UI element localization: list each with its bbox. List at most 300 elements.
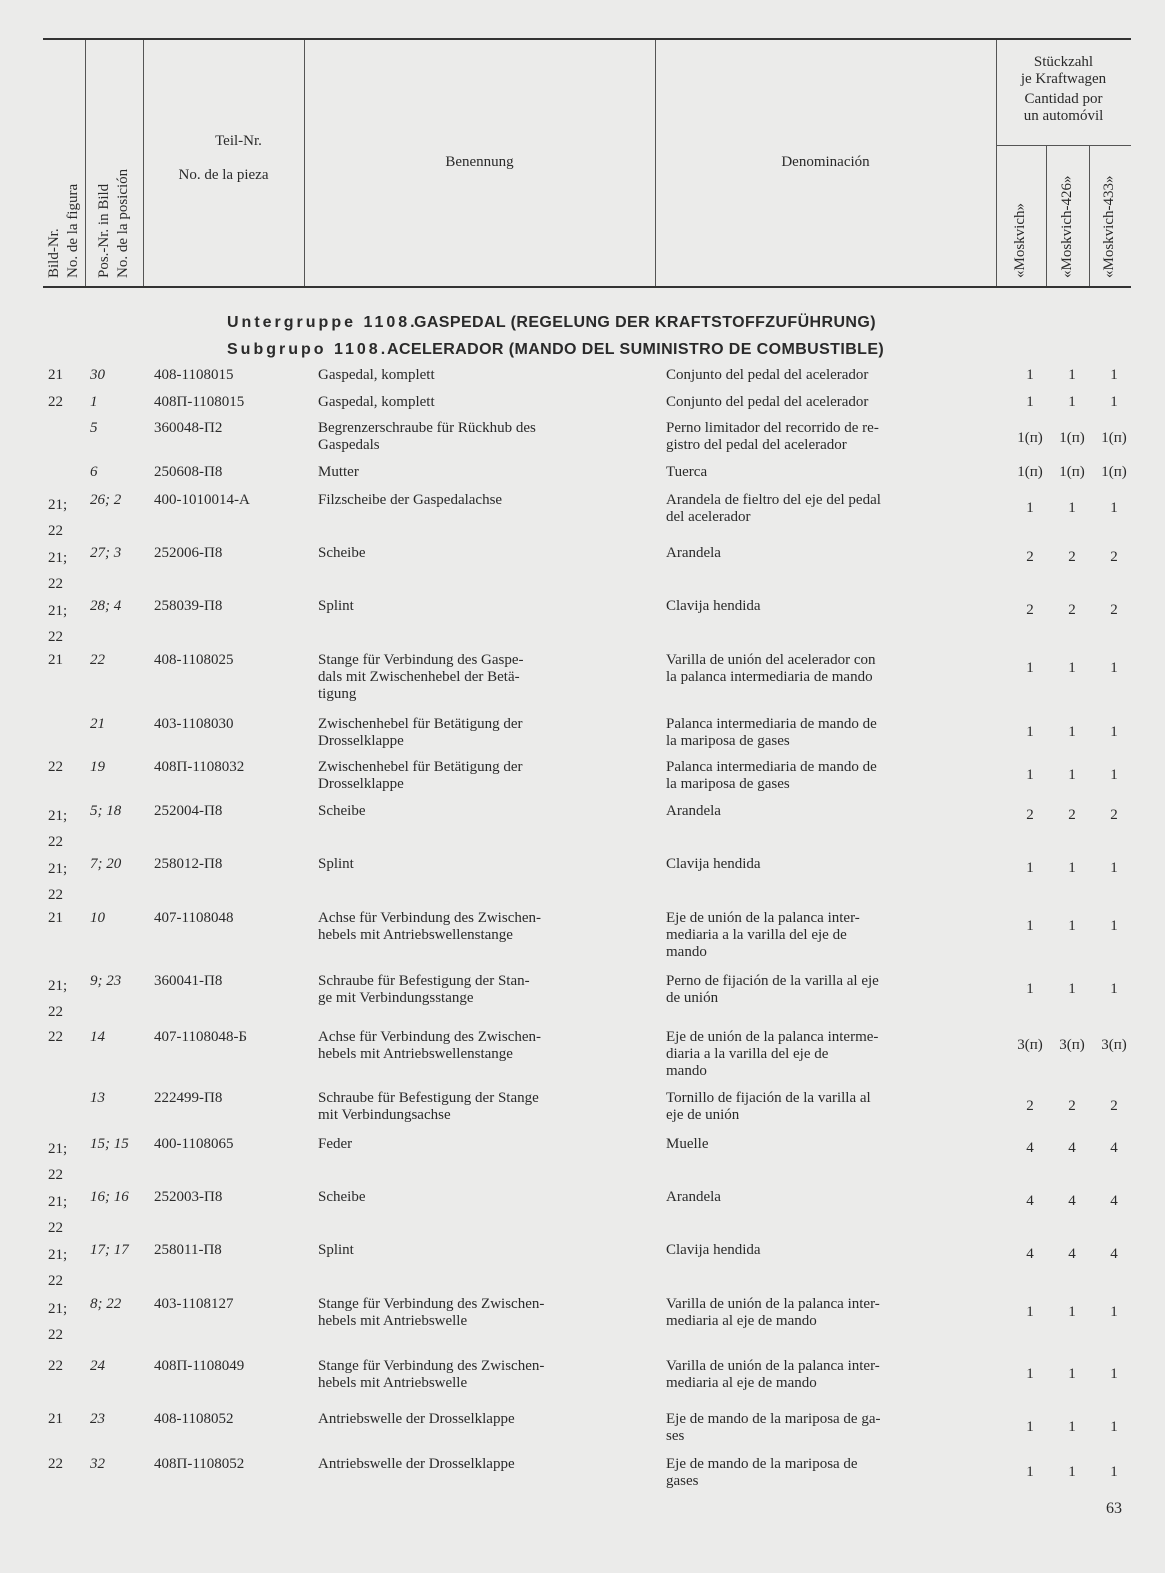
name-es-line: mediaria al eje de mando (666, 1375, 817, 1391)
part-number: 407-1108048-Б (154, 1029, 248, 1045)
name-de-line: Gaspedal, komplett (318, 367, 435, 383)
quantity-model-3: 4 (1110, 1140, 1118, 1156)
name-es-line: Arandela (666, 545, 721, 561)
name-de-line: mit Verbindungsachse (318, 1107, 451, 1123)
part-number: 400-1010014-A (154, 492, 250, 508)
figure-number-line: 21; (48, 978, 68, 994)
position-number: 28; 4 (90, 598, 122, 614)
name-es (666, 716, 976, 750)
name-es (666, 1090, 976, 1124)
figure-number (48, 1136, 92, 1188)
name-es-line: mediaria al eje de mando (666, 1313, 817, 1329)
name-de (318, 1411, 630, 1428)
name-de-line: Stange für Verbindung des Zwischen- (318, 1296, 545, 1312)
model-2-label: «Moskvich-426» (1058, 175, 1075, 278)
name-es-line: mando (666, 944, 707, 960)
header-bild-nr-es: No. de la figura (65, 183, 81, 278)
figure-number-line: 22 (48, 1220, 63, 1236)
name-es (666, 492, 976, 526)
figure-number (48, 1358, 92, 1375)
name-de-line: Scheibe (318, 1189, 366, 1205)
quantity-model-3: 1 (1110, 660, 1118, 676)
name-es (666, 464, 976, 481)
name-es (666, 1136, 976, 1153)
name-es (666, 803, 976, 820)
header-teil-nr-es: No. de la pieza (178, 167, 269, 183)
quantity-label-3: Cantidad por (1024, 91, 1103, 107)
header-model-2 (1046, 146, 1090, 286)
quantity-model-1: 1(п) (1017, 464, 1043, 480)
figure-number-line: 21; (48, 497, 68, 513)
name-es-line: gistro del pedal del acelerador (666, 437, 847, 453)
figure-number-line: 22 (48, 834, 63, 850)
part-number: 408-1108052 (154, 1411, 234, 1427)
position-number: 19 (90, 759, 105, 775)
quantity-model-2: 2 (1068, 807, 1076, 823)
name-de-line: Gaspedal, komplett (318, 394, 435, 410)
name-de (318, 652, 630, 703)
quantity-model-3: 4 (1110, 1246, 1118, 1262)
header-model-1 (996, 146, 1047, 286)
quantity-model-1: 1 (1026, 767, 1034, 783)
figure-number (48, 492, 92, 544)
figure-number-line: 21 (48, 910, 63, 926)
position-number: 23 (90, 1411, 105, 1427)
part-number: 250608-П8 (154, 464, 223, 480)
name-es-line: Palanca intermediaria de mando de (666, 716, 877, 732)
page-number: 63 (1106, 1500, 1122, 1517)
name-es (666, 652, 976, 686)
position-number: 10 (90, 910, 105, 926)
name-de-line: Schraube für Befestigung der Stange (318, 1090, 539, 1106)
name-de-line: Antriebswelle der Drosselklappe (318, 1456, 515, 1472)
name-de (318, 759, 630, 793)
quantity-model-3: 1 (1110, 724, 1118, 740)
header-teil-nr-de: Teil-Nr. (215, 133, 262, 149)
name-de-line: Schraube für Befestigung der Stan- (318, 973, 530, 989)
name-de (318, 394, 630, 411)
figure-number-line: 21 (48, 367, 63, 383)
quantity-model-2: 2 (1068, 549, 1076, 565)
name-es (666, 1242, 976, 1259)
figure-number (48, 1242, 92, 1294)
header-pos-nr-es: No. de la posición (115, 168, 131, 278)
name-es-line: Varilla de unión del acelerador con (666, 652, 876, 668)
name-es-line: Conjunto del pedal del acelerador (666, 394, 869, 410)
figure-number (48, 973, 92, 1025)
name-de (318, 492, 630, 509)
name-de (318, 1358, 630, 1392)
position-number: 24 (90, 1358, 105, 1374)
name-de (318, 464, 630, 481)
name-es (666, 1296, 976, 1330)
quantity-model-3: 2 (1110, 1098, 1118, 1114)
quantity-model-2: 2 (1068, 1098, 1076, 1114)
part-number: 252006-П8 (154, 545, 223, 561)
figure-number-line: 22 (48, 887, 63, 903)
name-de-line: dals mit Zwischenhebel der Betä- (318, 669, 520, 685)
name-de-line: Zwischenhebel für Betätigung der (318, 759, 523, 775)
name-de-line: Feder (318, 1136, 353, 1152)
figure-number-line: 21; (48, 1141, 68, 1157)
name-es-line: Tuerca (666, 464, 708, 480)
quantity-model-2: 1 (1068, 767, 1076, 783)
quantity-model-1: 1 (1026, 1304, 1034, 1320)
quantity-model-1: 1 (1026, 918, 1034, 934)
quantity-model-1: 2 (1026, 549, 1034, 565)
part-number: 258012-П8 (154, 856, 223, 872)
name-de-line: Achse für Verbindung des Zwischen- (318, 1029, 542, 1045)
figure-number (48, 1189, 92, 1241)
name-de-line: Splint (318, 856, 354, 872)
quantity-label-4: un automóvil (1023, 108, 1104, 124)
part-number: 408П-1108015 (154, 394, 245, 410)
quantity-model-1: 1 (1026, 860, 1034, 876)
quantity-model-2: 1 (1068, 724, 1076, 740)
quantity-model-2: 4 (1068, 1246, 1076, 1262)
name-es (666, 394, 976, 411)
name-de (318, 1296, 630, 1330)
position-number: 17; 17 (90, 1242, 129, 1258)
position-number: 1 (90, 394, 98, 410)
name-es-line: del acelerador (666, 509, 751, 525)
header-benennung-label: Benennung (445, 154, 514, 170)
name-es-line: Perno limitador del recorrido de re- (666, 420, 879, 436)
part-number: 360041-П8 (154, 973, 223, 989)
quantity-model-3: 1 (1110, 1464, 1118, 1480)
name-es-line: eje de unión (666, 1107, 740, 1123)
figure-number (48, 759, 92, 776)
position-number: 14 (90, 1029, 105, 1045)
name-es (666, 910, 976, 961)
table-header (43, 38, 1131, 288)
name-de-line: Achse für Verbindung des Zwischen- (318, 910, 542, 926)
name-de (318, 1189, 630, 1206)
name-es-line: Conjunto del pedal del acelerador (666, 367, 869, 383)
name-es-line: Eje de unión de la palanca interme- (666, 1029, 879, 1045)
header-denominacion-label: Denominación (781, 154, 870, 170)
part-number: 403-1108127 (154, 1296, 234, 1312)
name-de-line: hebels mit Antriebswellenstange (318, 927, 513, 943)
name-es-line: la mariposa de gases (666, 733, 790, 749)
name-de-line: Zwischenhebel für Betätigung der (318, 716, 523, 732)
quantity-model-3: 1 (1110, 1419, 1118, 1435)
name-de (318, 803, 630, 820)
model-1-label: «Moskvich» (1012, 203, 1028, 278)
quantity-model-3: 1 (1110, 500, 1118, 516)
header-bild-nr (43, 40, 86, 286)
quantity-model-2: 3(п) (1059, 1037, 1085, 1053)
quantity-model-1: 4 (1026, 1246, 1034, 1262)
position-number: 6 (90, 464, 98, 480)
figure-number (48, 545, 92, 597)
name-de-line: Gaspedals (318, 437, 380, 453)
name-es-line: la palanca intermediaria de mando (666, 669, 873, 685)
header-pos-nr-de: Pos.-Nr. in Bild (96, 183, 112, 278)
quantity-model-2: 1 (1068, 500, 1076, 516)
name-de (318, 1456, 630, 1473)
name-de-line: Drosselklappe (318, 776, 404, 792)
figure-number-line: 22 (48, 759, 63, 775)
quantity-model-3: 4 (1110, 1193, 1118, 1209)
name-es-line: Eje de mando de la mariposa de ga- (666, 1411, 881, 1427)
part-number: 258039-П8 (154, 598, 223, 614)
model-3-label: «Moskvich-433» (1101, 175, 1117, 278)
header-bild-nr-de: Bild-Nr. (46, 228, 62, 278)
quantity-model-3: 1 (1110, 367, 1118, 383)
name-de-line: Stange für Verbindung des Zwischen- (318, 1358, 545, 1374)
figure-number (48, 367, 92, 384)
figure-number-line: 22 (48, 1358, 63, 1374)
figure-number-line: 21; (48, 861, 68, 877)
position-number: 30 (90, 367, 105, 383)
quantity-model-2: 1 (1068, 1304, 1076, 1320)
name-es-line: Perno de fijación de la varilla al eje (666, 973, 879, 989)
figure-number (48, 394, 92, 411)
position-number: 13 (90, 1090, 105, 1106)
name-es-line: ses (666, 1428, 685, 1444)
quantity-model-1: 3(п) (1017, 1037, 1043, 1053)
name-es (666, 1358, 976, 1392)
figure-number-line: 22 (48, 523, 63, 539)
position-number: 26; 2 (90, 492, 122, 508)
header-teil-nr (143, 40, 305, 286)
name-es-line: mediaria a la varilla del eje de (666, 927, 847, 943)
quantity-model-2: 1 (1068, 367, 1076, 383)
quantity-model-1: 1 (1026, 367, 1034, 383)
position-number: 21 (90, 716, 105, 732)
name-de (318, 1136, 630, 1153)
name-es-line: Arandela (666, 803, 721, 819)
name-es-line: Eje de mando de la mariposa de (666, 1456, 858, 1472)
name-de-line: Drosselklappe (318, 733, 404, 749)
name-de-line: hebels mit Antriebswelle (318, 1313, 468, 1329)
figure-number (48, 1296, 92, 1348)
name-de (318, 1242, 630, 1259)
quantity-model-1: 1(п) (1017, 430, 1043, 446)
part-number: 252004-П8 (154, 803, 223, 819)
position-number: 9; 23 (90, 973, 122, 989)
name-de-line: Mutter (318, 464, 359, 480)
quantity-model-2: 1 (1068, 394, 1076, 410)
quantity-model-2: 1 (1068, 1419, 1076, 1435)
quantity-model-1: 4 (1026, 1140, 1034, 1156)
header-model-3 (1089, 146, 1131, 286)
quantity-model-1: 4 (1026, 1193, 1034, 1209)
quantity-model-3: 2 (1110, 602, 1118, 618)
header-benennung (304, 40, 656, 286)
name-de (318, 856, 630, 873)
figure-number-line: 21; (48, 1247, 68, 1263)
quantity-model-1: 1 (1026, 1464, 1034, 1480)
name-es (666, 759, 976, 793)
quantity-label-1: Stückzahl (1033, 54, 1094, 70)
part-number: 408-1108015 (154, 367, 234, 383)
name-es-line: diaria a la varilla del eje de (666, 1046, 829, 1062)
position-number: 7; 20 (90, 856, 122, 872)
quantity-model-3: 1 (1110, 1366, 1118, 1382)
figure-number-line: 21; (48, 808, 68, 824)
figure-number (48, 856, 92, 908)
name-de-line: hebels mit Antriebswelle (318, 1375, 468, 1391)
figure-number-line: 21; (48, 603, 68, 619)
name-es-line: Tornillo de fijación de la varilla al (666, 1090, 871, 1106)
name-es (666, 367, 976, 384)
name-de-line: Splint (318, 1242, 354, 1258)
quantity-model-3: 1(п) (1101, 464, 1127, 480)
name-de-line: ge mit Verbindungsstange (318, 990, 474, 1006)
position-number: 5; 18 (90, 803, 122, 819)
figure-number-line: 22 (48, 1029, 63, 1045)
figure-number-line: 22 (48, 629, 63, 645)
quantity-model-3: 1 (1110, 1304, 1118, 1320)
name-de (318, 716, 630, 750)
header-quantity-label (996, 40, 1131, 146)
name-de-line: hebels mit Antriebswellenstange (318, 1046, 513, 1062)
name-de-line: Splint (318, 598, 354, 614)
quantity-model-3: 2 (1110, 807, 1118, 823)
name-es-line: Varilla de unión de la palanca inter- (666, 1358, 880, 1374)
figure-number-line: 21 (48, 1411, 63, 1427)
quantity-model-2: 1 (1068, 1464, 1076, 1480)
name-de-line: Stange für Verbindung des Gaspe- (318, 652, 524, 668)
part-number: 222499-П8 (154, 1090, 223, 1106)
part-number: 408П-1108052 (154, 1456, 245, 1472)
quantity-model-3: 1 (1110, 860, 1118, 876)
figure-number-line: 22 (48, 1273, 63, 1289)
name-es-line: Palanca intermediaria de mando de (666, 759, 877, 775)
name-es-line: de unión (666, 990, 719, 1006)
quantity-label-2: je Kraftwagen (1020, 71, 1107, 87)
quantity-model-2: 1 (1068, 918, 1076, 934)
position-number: 16; 16 (90, 1189, 129, 1205)
figure-number-line: 22 (48, 1327, 63, 1343)
name-de (318, 545, 630, 562)
header-pos-nr (85, 40, 144, 286)
name-es (666, 1189, 976, 1206)
name-de-line: Filzscheibe der Gaspedalachse (318, 492, 503, 508)
section-heading-de: GASPEDAL (REGELUNG DER KRAFTSTOFFZUFÜHRUNG) (414, 314, 876, 331)
name-de-line: Begrenzerschraube für Rückhub des (318, 420, 536, 436)
part-number: 258011-П8 (154, 1242, 222, 1258)
quantity-model-1: 1 (1026, 724, 1034, 740)
name-es (666, 598, 976, 615)
quantity-model-1: 1 (1026, 1366, 1034, 1382)
quantity-model-1: 1 (1026, 394, 1034, 410)
name-es-line: Clavija hendida (666, 598, 761, 614)
figure-number-line: 22 (48, 394, 63, 410)
figure-number (48, 803, 92, 855)
part-number: 400-1108065 (154, 1136, 234, 1152)
name-es-line: Arandela de fieltro del eje del pedal (666, 492, 881, 508)
position-number: 5 (90, 420, 98, 436)
position-number: 32 (90, 1456, 105, 1472)
name-es-line: Varilla de unión de la palanca inter- (666, 1296, 880, 1312)
name-es (666, 1029, 976, 1080)
section-prefix-es: Subgrupo 1108. (227, 341, 389, 358)
name-de-line: Scheibe (318, 803, 366, 819)
quantity-model-1: 1 (1026, 500, 1034, 516)
quantity-model-1: 1 (1026, 981, 1034, 997)
quantity-model-3: 1 (1110, 394, 1118, 410)
figure-number (48, 652, 92, 669)
name-de (318, 910, 630, 944)
part-number: 407-1108048 (154, 910, 234, 926)
quantity-model-3: 1 (1110, 767, 1118, 783)
part-number: 252003-П8 (154, 1189, 223, 1205)
figure-number-line: 22 (48, 576, 63, 592)
part-number: 408П-1108049 (154, 1358, 245, 1374)
figure-number-line: 22 (48, 1456, 63, 1472)
name-es (666, 973, 976, 1007)
figure-number-line: 21; (48, 550, 68, 566)
name-de (318, 1090, 630, 1124)
name-de (318, 598, 630, 615)
figure-number (48, 910, 92, 927)
figure-number (48, 1411, 92, 1428)
quantity-model-2: 1 (1068, 981, 1076, 997)
header-stueckzahl (996, 40, 1131, 286)
position-number: 27; 3 (90, 545, 122, 561)
section-prefix-de: Untergruppe 1108. (227, 314, 418, 331)
quantity-model-2: 1 (1068, 860, 1076, 876)
name-de-line: tigung (318, 686, 357, 702)
quantity-model-1: 2 (1026, 1098, 1034, 1114)
figure-number (48, 598, 92, 650)
name-es (666, 1411, 976, 1445)
quantity-model-2: 1(п) (1059, 430, 1085, 446)
quantity-model-3: 1 (1110, 981, 1118, 997)
quantity-model-3: 1(п) (1101, 430, 1127, 446)
section-heading-es: ACELERADOR (MANDO DEL SUMINISTRO DE COMBUSTIBLE) (387, 341, 885, 358)
name-de-line: Antriebswelle der Drosselklappe (318, 1411, 515, 1427)
name-es-line: mando (666, 1063, 707, 1079)
quantity-model-2: 4 (1068, 1140, 1076, 1156)
quantity-model-2: 1 (1068, 1366, 1076, 1382)
quantity-model-3: 3(п) (1101, 1037, 1127, 1053)
name-es (666, 856, 976, 873)
quantity-model-2: 4 (1068, 1193, 1076, 1209)
figure-number-line: 21; (48, 1301, 68, 1317)
name-es (666, 545, 976, 562)
quantity-model-2: 2 (1068, 602, 1076, 618)
quantity-model-2: 1(п) (1059, 464, 1085, 480)
figure-number-line: 21 (48, 652, 63, 668)
part-number: 360048-П2 (154, 420, 223, 436)
position-number: 15; 15 (90, 1136, 129, 1152)
quantity-model-1: 1 (1026, 660, 1034, 676)
figure-number (48, 1029, 92, 1046)
part-number: 408П-1108032 (154, 759, 245, 775)
name-de (318, 973, 630, 1007)
name-de (318, 1029, 630, 1063)
quantity-model-2: 1 (1068, 660, 1076, 676)
name-es-line: Clavija hendida (666, 856, 761, 872)
name-es (666, 1456, 976, 1490)
name-de (318, 367, 630, 384)
quantity-model-1: 2 (1026, 602, 1034, 618)
name-es (666, 420, 976, 454)
figure-number-line: 22 (48, 1004, 63, 1020)
part-number: 408-1108025 (154, 652, 234, 668)
quantity-model-1: 1 (1026, 1419, 1034, 1435)
name-es-line: gases (666, 1473, 699, 1489)
quantity-model-3: 1 (1110, 918, 1118, 934)
part-number: 403-1108030 (154, 716, 234, 732)
header-denominacion (655, 40, 997, 286)
position-number: 8; 22 (90, 1296, 122, 1312)
position-number: 22 (90, 652, 105, 668)
